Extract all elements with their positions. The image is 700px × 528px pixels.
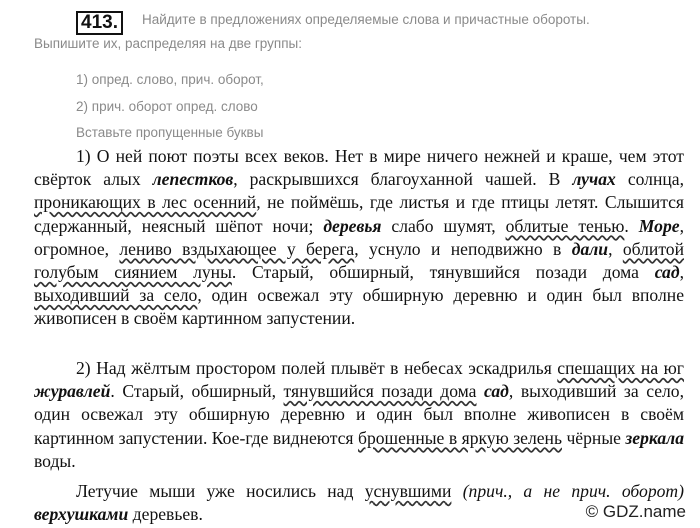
participial-phrase: облитые тенью: [505, 215, 625, 236]
defined-word: лепестков: [152, 169, 234, 190]
text: 2) Над жёлтым простором полей плывёт в небесах эскадрилья: [76, 358, 558, 378]
text: . Старый, обширный,: [110, 381, 284, 402]
text: Летучие мыши уже носились над: [76, 481, 365, 501]
option-1: 1) опред. слово, прич. оборот,: [76, 72, 264, 87]
text: , раскрывшихся благоуханной чашей. В: [233, 169, 573, 190]
text: деревьев.: [128, 504, 203, 525]
text: , один освежал эту обширную деревню и один был вполне живописен в своём картинном запустении.: [34, 285, 684, 329]
text: [477, 381, 485, 401]
defined-word: журавлей: [34, 381, 111, 402]
text: , не поймёшь, где листья и где птицы летят. Слышится сдержанный, неясный шёпот ночи;: [34, 192, 685, 236]
text: , выходивший за село, один освежал эту обширную деревню и один был вполне живописен в своём картинном запустении. Кое-где виднеются: [34, 381, 684, 448]
text: , огромное,: [34, 215, 684, 259]
participial-phrase: брошенные в яркую зелень: [358, 427, 562, 448]
text: ,: [679, 262, 684, 283]
option-3: Вставьте пропущенные буквы: [76, 125, 264, 140]
text: ,: [608, 238, 623, 259]
defined-word: зеркала: [625, 427, 684, 448]
defined-word: Море: [638, 215, 680, 236]
defined-word: дали: [571, 238, 609, 259]
participial-phrase: облитой голубым сиянием луны: [34, 238, 685, 283]
defined-word: деревья: [323, 215, 382, 236]
participial-phrase: спешащих на юг: [557, 358, 684, 378]
participle: уснувшими: [364, 481, 452, 501]
text: . Старый, обширный, тянувшийся позади дома: [231, 262, 655, 283]
watermark: © GDZ.name: [585, 502, 686, 521]
text: слабо шумят,: [381, 215, 506, 236]
text: , уснуло и неподвижно в: [354, 238, 572, 259]
paragraph-1: [34, 145, 684, 331]
note: (прич., а не прич. оборот): [451, 481, 684, 501]
defined-word: сад: [654, 262, 680, 283]
participial-phrase: выходивший за село: [34, 285, 198, 306]
text: 1) О ней поют поэты всех веков. Нет в мире ничего нежней и краше, чем этот свёрток алых: [34, 146, 684, 190]
option-2: 2) прич. оборот опред. слово: [76, 99, 258, 114]
defined-word: сад: [484, 381, 509, 402]
instruction-line-1: Найдите в предложениях определяемые слова и причастные обороты.: [142, 12, 590, 27]
defined-word: верхушками: [34, 504, 129, 525]
text: .: [624, 215, 639, 236]
defined-word: лучах: [572, 169, 616, 190]
participial-phrase: тянувшийся позади дома: [283, 381, 477, 402]
exercise-number: 413.: [76, 11, 123, 35]
paragraph-2: [34, 357, 684, 473]
text: солнца,: [615, 169, 685, 190]
participial-phrase: лениво вздыхающее у берега: [119, 238, 355, 259]
instruction-line-2: Выпишите их, распределяя на две группы:: [34, 36, 302, 51]
text: воды.: [34, 450, 76, 471]
text: чёрные: [561, 427, 626, 448]
participial-phrase: проникающих в лес осенний: [34, 192, 257, 213]
